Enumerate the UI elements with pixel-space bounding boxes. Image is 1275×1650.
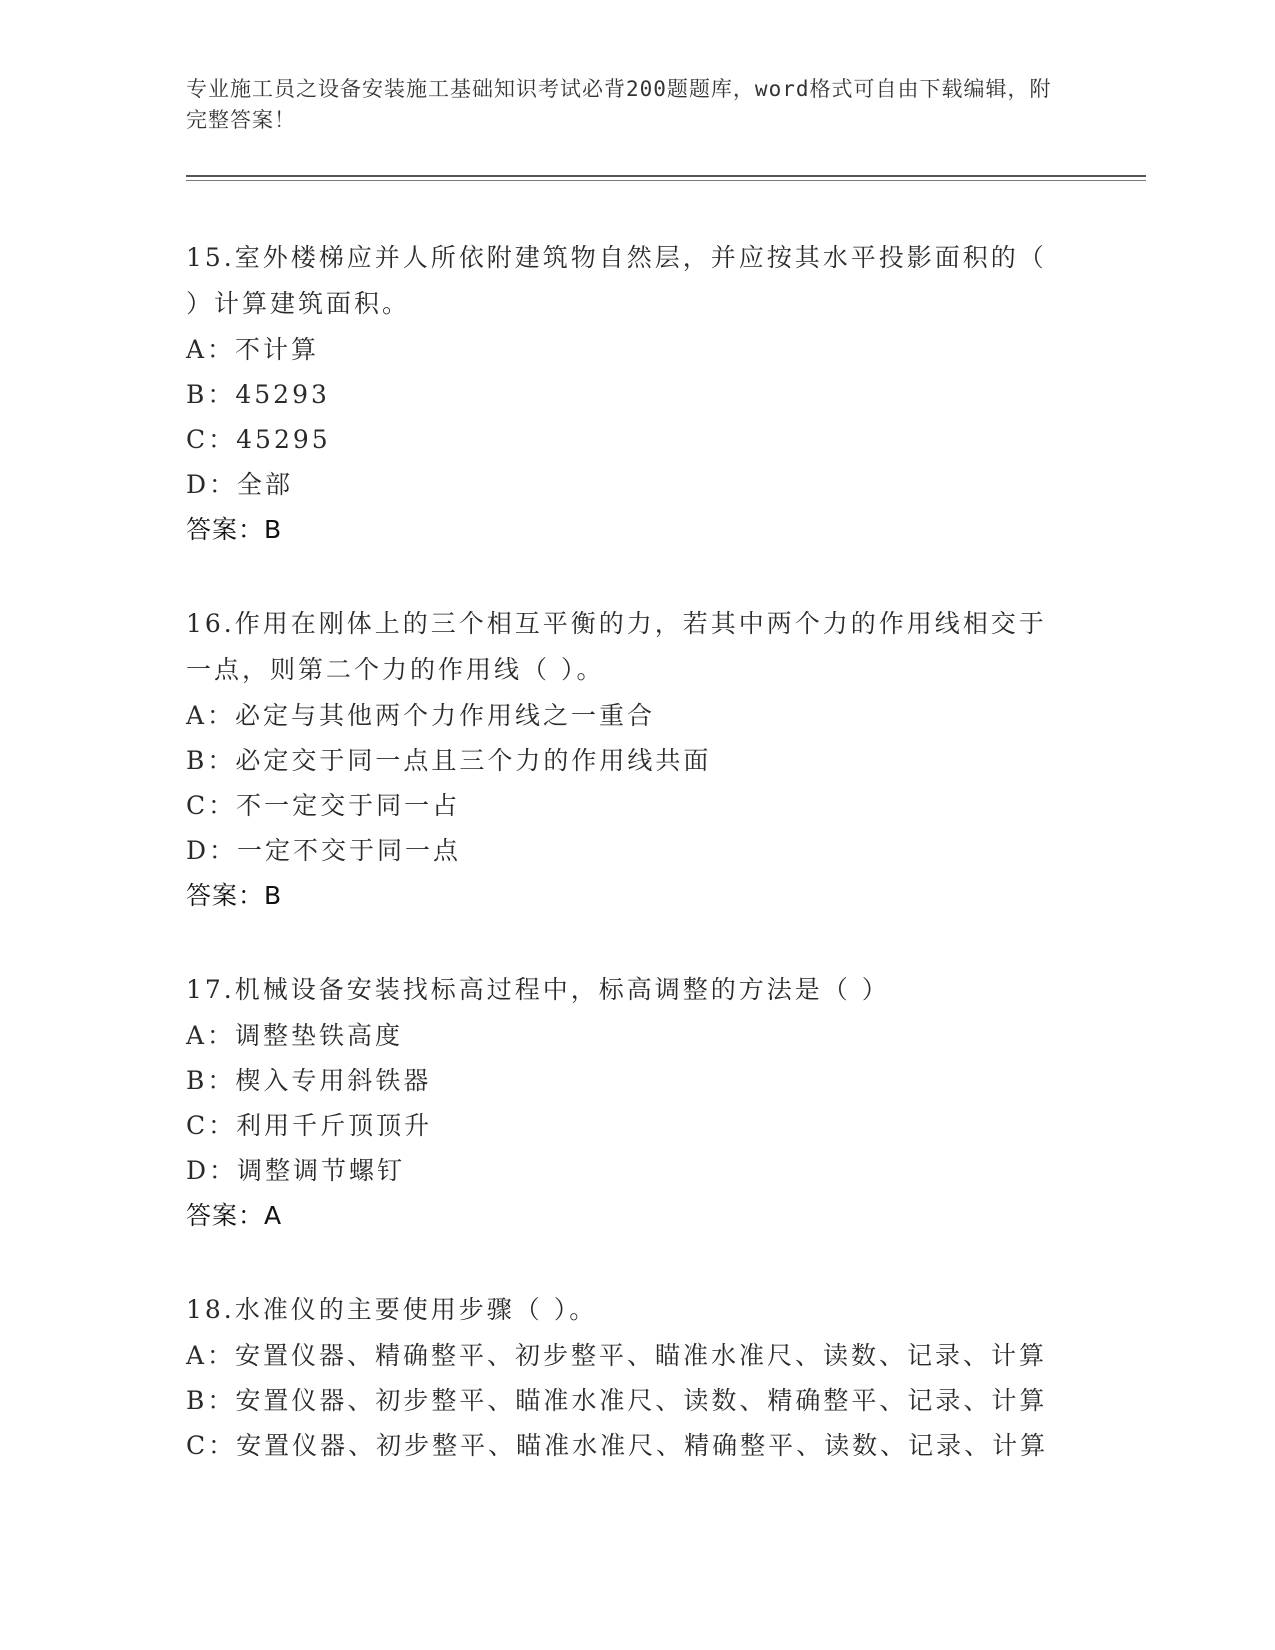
option-d: D：一定不交于同一点 [186, 836, 462, 865]
option-c: C：45295 [186, 425, 331, 454]
answer-line: 答案：A [186, 1201, 283, 1230]
question-17 [186, 967, 1066, 1239]
answer-line: 答案：B [186, 881, 283, 910]
option-a: A：调整垫铁高度 [186, 1021, 404, 1050]
question-stem: 15.室外楼梯应并人所依附建筑物自然层，并应按其水平投影面积的（ ）计算建筑面积。 [186, 243, 1047, 318]
option-d: D：调整调节螺钉 [186, 1156, 406, 1185]
option-a: A：必定与其他两个力作用线之一重合 [186, 701, 656, 730]
question-15 [186, 235, 1066, 553]
question-stem: 17.机械设备安装找标高过程中，标高调整的方法是（ ） [186, 975, 890, 1004]
option-b: B：楔入专用斜铁器 [186, 1066, 432, 1095]
option-c: C：不一定交于同一占 [186, 791, 461, 820]
document-header: 专业施工员之设备安装施工基础知识考试必背200题题库，word格式可自由下载编辑，附完整答案！ [186, 77, 1052, 132]
question-list [186, 235, 1066, 1468]
question-stem: 18.水准仪的主要使用步骤（ ）。 [186, 1295, 598, 1324]
header-divider-thick [186, 175, 1146, 177]
option-b: B：必定交于同一点且三个力的作用线共面 [186, 746, 712, 775]
option-a: A：安置仪器、精确整平、初步整平、瞄准水准尺、读数、记录、计算 [186, 1341, 1048, 1370]
option-c: C：安置仪器、初步整平、瞄准水准尺、精确整平、读数、记录、计算 [186, 1431, 1049, 1460]
answer-line: 答案：B [186, 515, 283, 544]
question-18 [186, 1287, 1066, 1468]
header-divider-thin [186, 180, 1146, 181]
option-c: C：利用千斤顶顶升 [186, 1111, 433, 1140]
option-b: B：45293 [186, 380, 330, 409]
option-a: A：不计算 [186, 335, 320, 364]
option-d: D：全部 [186, 470, 294, 499]
question-16 [186, 601, 1066, 919]
option-b: B：安置仪器、初步整平、瞄准水准尺、读数、精确整平、记录、计算 [186, 1386, 1048, 1415]
question-stem: 16.作用在刚体上的三个相互平衡的力，若其中两个力的作用线相交于一点，则第二个力的作用线（ ）。 [186, 609, 1047, 684]
